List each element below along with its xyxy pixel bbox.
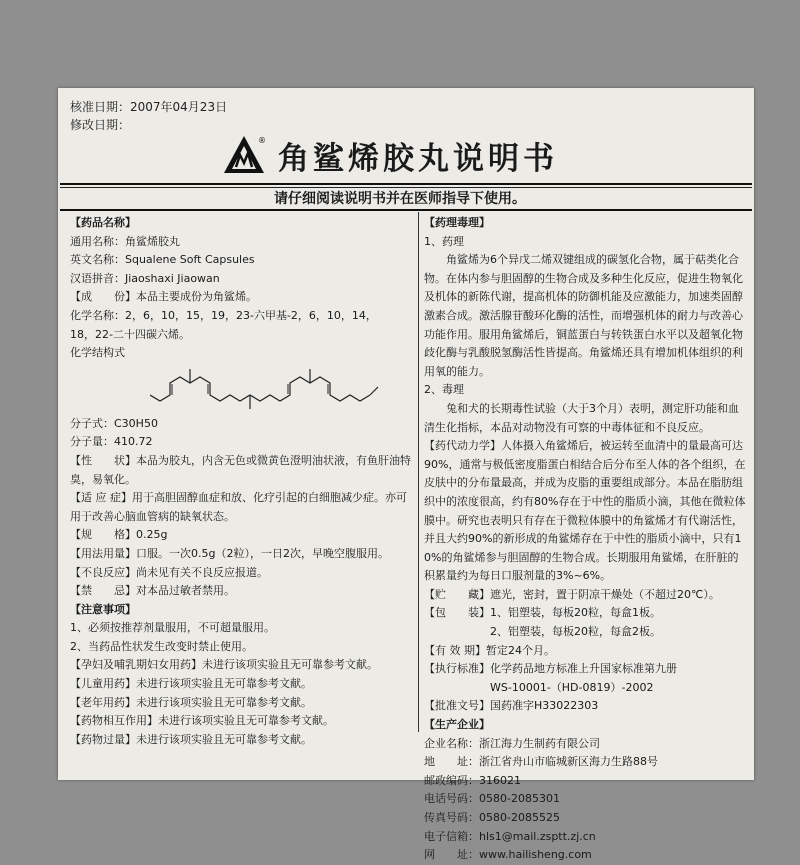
revision-date: 修改日期： [70,118,131,132]
specification: 【规 格】0.25g [70,528,168,542]
precaution-item: 1、必须按推荐剂量服用，不可超量服用。 [70,621,275,635]
approval-date: 核准日期：2007年04月23日 [70,100,228,114]
pediatric-use: 【儿童用药】未进行该项实验且无可靠参考文献。 [70,677,312,691]
pharmacology-heading: 【药理毒理】 [424,216,490,229]
validity: 【有 效 期】暂定24个月。 [424,643,555,657]
manufacturer-heading: 【生产企业】 [424,718,490,732]
website: 网 址：www.hailisheng.com [424,848,592,862]
left-column [70,214,414,749]
pinyin-name: 汉语拼音：Jiaoshaxi Jiaowan [70,271,220,285]
standard-line-1: 【执行标准】化学药品地方标准上升国家标准第九册 [424,662,677,676]
common-name: 通用名称：角鲨烯胶丸 [70,234,180,248]
overdose: 【药物过量】未进行该项实验且无可靠参考文献。 [70,732,312,746]
svg-text:®: ® [258,136,266,145]
approval-number: 【批准文号】国药准字H33022303 [424,699,599,713]
chemical-name-line-1: 化学名称：2，6，10，15，19，23-六甲基-2，6，10，14， [70,308,377,322]
pharmacokinetics: 【药代动力学】人体摄入角鲨烯后，被运转至血清中的量最高可达90%，通常与极低密度脂蛋白相结合后分布至人体的各个组织，在皮肤中的分布量最高，并成为皮脂的重要组成部分。本品在脂肪组织中的浓度很高，约有80%存在于中性的脂质小滴，其他在微粒体膜中。研究也表明只有存在于微粒体膜中的角鲨烯才有代谢活性，并且大约90%的新形成的角鲨烯存在于中性的脂质小滴中，只有10%的角鲨烯参与胆固醇的生物合成。长期服用角鲨烯，在肝脏的积累量约为每日口服剂量的3%~6%。 [424,439,746,583]
fax-number: 传真号码：0580-2085525 [424,811,560,824]
indications: 【适 应 症】用于高胆固醇血症和放、化疗引起的白细胞减少症。亦可用于改善心脑血管病的缺氧状态。 [70,491,407,523]
right-column [424,214,748,865]
package-line-1: 【包 装】1、铝塑装，每板20粒，每盒1板。 [424,606,661,620]
geriatric-use: 【老年用药】未进行该项实验且无可靠参考文献。 [70,695,312,709]
contraindications: 【禁 忌】对本品过敏者禁用。 [70,584,235,598]
ingredients: 【成 份】本品主要成份为角鲨烯。 [70,290,257,304]
leaflet-title: 角鲨烯胶丸说明书 [278,140,558,177]
storage: 【贮 藏】遮光，密封，置于阴凉干燥处（不超过20℃）。 [424,587,720,601]
column-divider [418,212,419,732]
chemical-name-line-2: 18，22-二十四碳六烯。 [70,327,190,341]
pharmacology-subheading: 1、药理 [424,234,464,248]
english-name: 英文名称：Squalene Soft Capsules [70,253,255,267]
molecular-formula: 分子式：C30H50 [70,416,158,430]
usage-notice: 请仔细阅读说明书并在医师指导下使用。 [274,191,526,207]
dosage: 【用法用量】口服。一次0.5g（2粒），一日2次，早晚空腹服用。 [70,546,389,560]
adverse-reactions: 【不良反应】尚未见有关不良反应报道。 [70,565,268,579]
molecular-weight: 分子量：410.72 [70,435,153,449]
title-rule [60,183,752,185]
company-address: 地 址：浙江省舟山市临城新区海力生路88号 [424,755,658,769]
company-name: 企业名称：浙江海力生制药有限公司 [424,736,600,750]
toxicology-text: 兔和犬的长期毒性试验（大于3个月）表明，测定肝功能和血清生化指标，本品对动物没有可察的中毒体征和不良反应。 [424,401,739,434]
title-block [222,132,558,178]
drug-interactions: 【药物相互作用】未进行该项实验且无可靠参考文献。 [70,714,334,728]
drug-name-heading: 【药品名称】 [70,216,136,229]
precaution-item: 2、当药品性状发生改变时禁止使用。 [70,639,253,653]
precautions-heading: 【注意事项】 [70,602,136,616]
standard-line-2: WS-10001-（HD-0819）-2002 [424,680,654,694]
pharmacology-text: 角鲨烯为6个异戊二烯双键组成的碳氢化合物，属于萜类化合物。在体内参与胆固醇的生物合成及多种生化反应，促进生物氧化及机体的新陈代谢，提高机体的防御机能及应激能力，加速类固醇激素合成。激活腺苷酸环化酶的活性，而增强机体的耐力与改善心功能作用。服用角鲨烯后，铜蓝蛋白与转铁蛋白水平以及超氧化物歧化酶与乳酸脱氢酶活性皆提高。角鲨烯还具有增加机体组织的利用氧的能力。 [424,253,743,378]
pregnancy-use: 【孕妇及哺乳期妇女用药】未进行该项实验且无可靠参考文献。 [70,658,378,672]
notice-rule [60,209,752,211]
postcode: 邮政编码：316021 [424,773,521,787]
email-address: 电子信箱：hls1@mail.zsptt.zj.cn [424,829,596,843]
properties: 【性 状】本品为胶丸，内含无色或微黄色澄明油状液，有鱼肝油特臭，易氧化。 [70,453,411,486]
toxicology-subheading: 2、毒理 [424,383,464,397]
squalene-structure-diagram [150,365,380,415]
phone-number: 电话号码：0580-2085301 [424,792,560,806]
package-line-2: 2、铝塑装，每板20粒，每盒2板。 [424,625,661,639]
company-logo-icon [222,133,266,177]
structure-label: 化学结构式 [70,346,125,360]
